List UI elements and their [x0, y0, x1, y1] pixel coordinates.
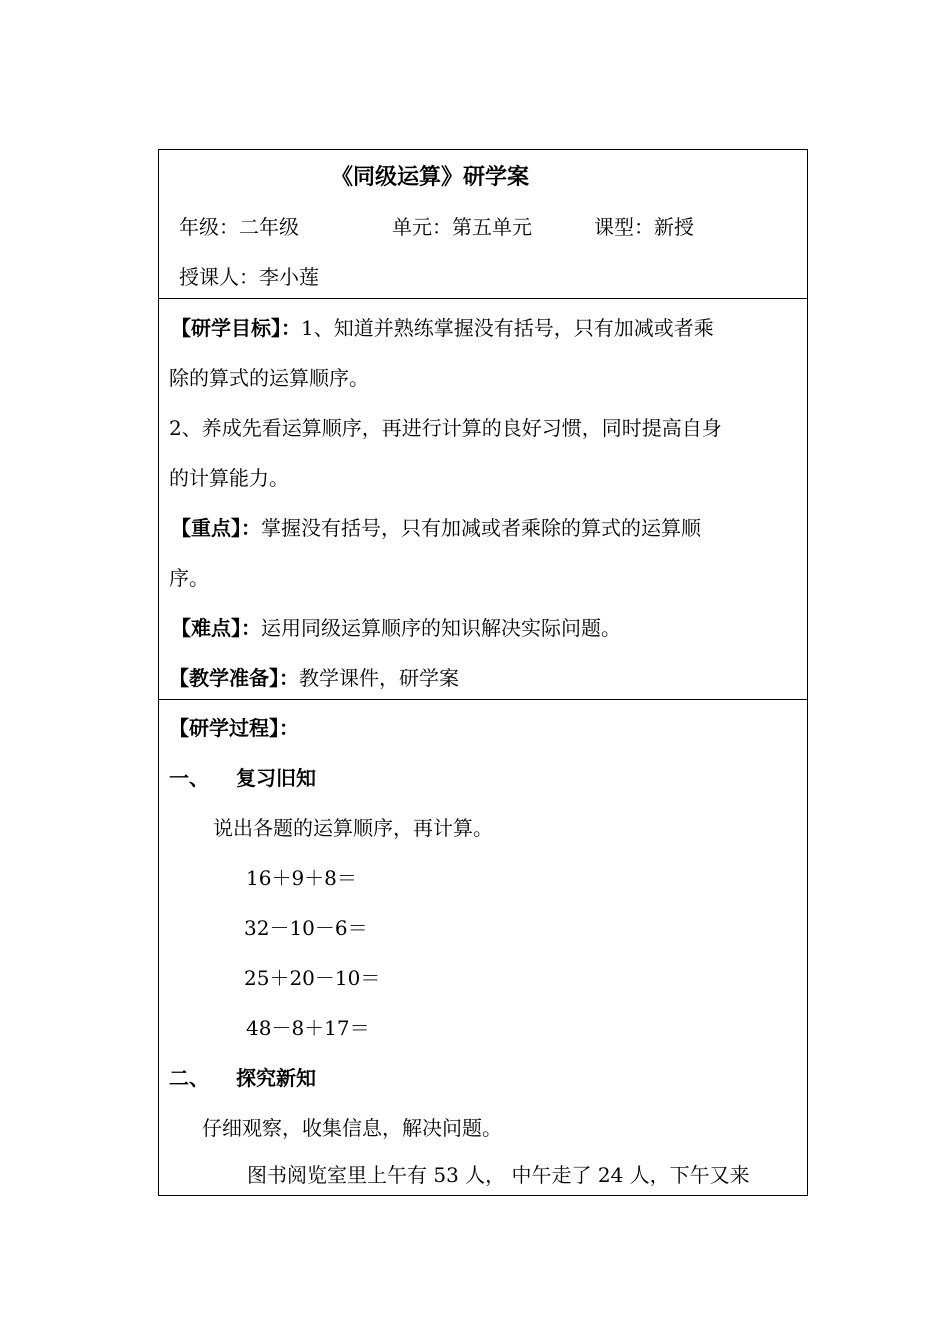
lesson-type-field: 课型：新授	[594, 215, 694, 239]
goal-line-3: 2、养成先看运算顺序，再进行计算的良好习惯，同时提高自身	[169, 416, 722, 440]
key-point-label: 【重点】：	[171, 516, 261, 540]
teacher-field: 授课人：李小莲	[179, 265, 319, 289]
preparation-label: 【教学准备】：	[169, 666, 299, 690]
goal-line-4: 的计算能力。	[169, 466, 289, 490]
part1-title: 复习旧知	[236, 766, 316, 790]
equation-3: 25＋20－10＝	[244, 966, 381, 990]
lesson-plan-table	[158, 149, 808, 1196]
part2-title: 探究新知	[236, 1066, 316, 1090]
goal-label: 【研学目标】：	[171, 316, 301, 340]
goal1-text: 1、知道并熟练掌握没有括号，只有加减或者乘	[301, 316, 714, 340]
part1-number: 一、	[169, 766, 209, 790]
section-divider	[159, 298, 807, 299]
section-divider	[159, 699, 807, 700]
key-point-line-2: 序。	[169, 566, 209, 590]
difficult-point-text: 运用同级运算顺序的知识解决实际问题。	[261, 616, 621, 640]
key-point-line-1	[171, 515, 701, 541]
goal-line-2: 除的算式的运算顺序。	[169, 366, 369, 390]
preparation-text: 教学课件，研学案	[299, 666, 459, 690]
unit-field: 单元：第五单元	[392, 215, 532, 239]
grade-field: 年级：二年级	[179, 215, 299, 239]
document-title: 《同级运算》研学案	[331, 164, 530, 190]
part1-instruction: 说出各题的运算顺序，再计算。	[213, 816, 493, 840]
key-point-text: 掌握没有括号，只有加减或者乘除的算式的运算顺	[261, 516, 701, 540]
part2-instruction: 仔细观察，收集信息，解决问题。	[202, 1116, 502, 1140]
preparation-line	[169, 665, 459, 691]
difficult-point-label: 【难点】：	[171, 616, 261, 640]
equation-1: 16＋9＋8＝	[246, 866, 357, 890]
difficult-point-line	[171, 615, 621, 641]
goal-line-1	[171, 315, 714, 341]
equation-4: 48－8＋17＝	[246, 1016, 370, 1040]
word-problem-line: 图书阅览室里上午有 53 人， 中午走了 24 人，下午又来	[247, 1163, 750, 1187]
equation-2: 32－10－6＝	[244, 916, 368, 940]
part2-number: 二、	[169, 1066, 209, 1090]
process-label: 【研学过程】：	[169, 716, 299, 740]
